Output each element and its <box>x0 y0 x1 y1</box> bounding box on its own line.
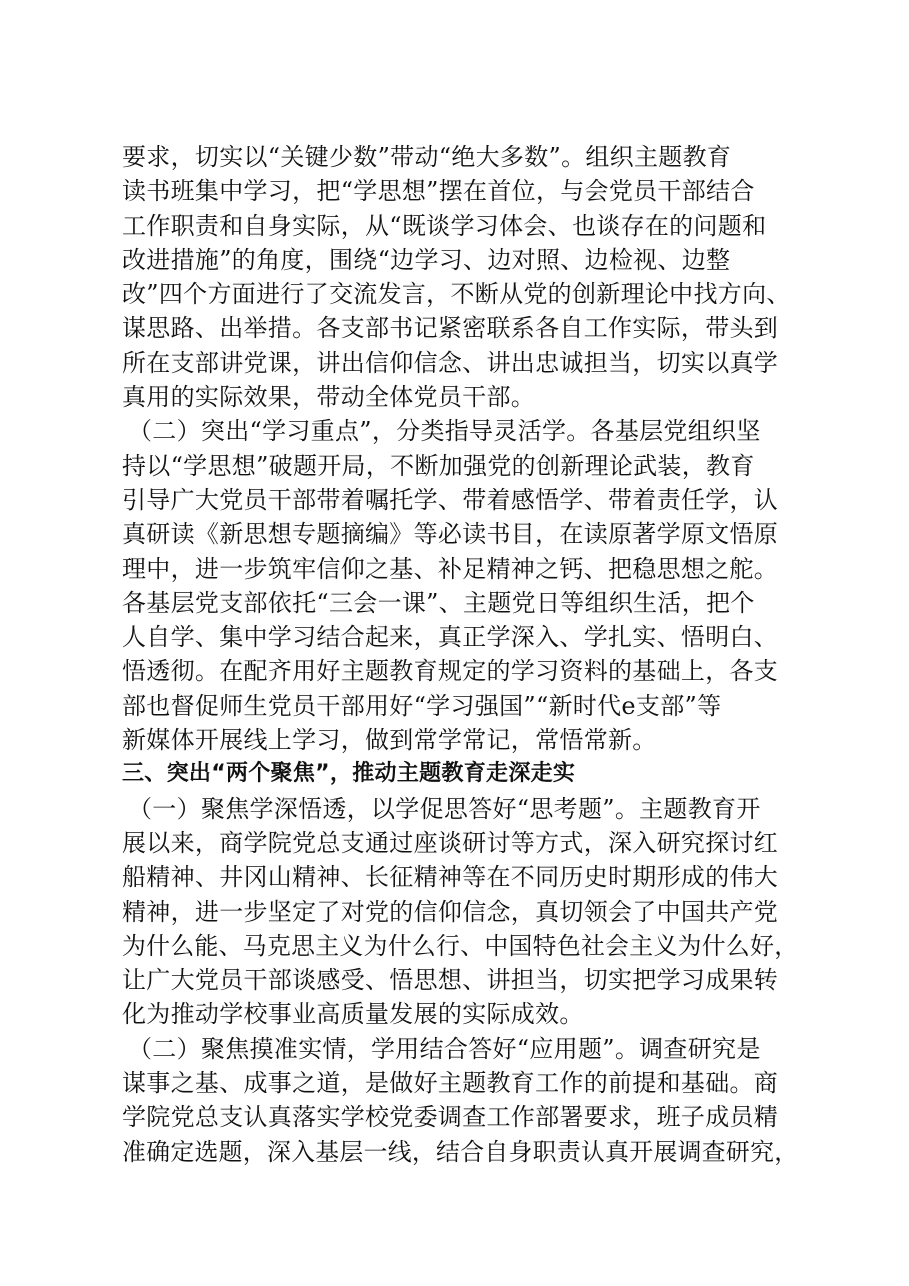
text-line: 改”四个方面进行了交流发言，不断从党的创新理论中找方向、 <box>122 280 791 309</box>
text-line: 读书班集中学习，把“学思想”摆在首位，与会党员干部结合 <box>122 177 755 206</box>
text-line: 谋思路、出举措。各支部书记紧密联系各自工作实际，带头到 <box>122 314 779 343</box>
text-line: 让广大党员干部谈感受、悟思想、讲担当，切实把学习成果转 <box>122 966 779 995</box>
text-line: 理中，进一步筑牢信仰之基、补足精神之钙、把稳思想之舵。 <box>122 554 779 583</box>
text-line: 持以“学思想”破题开局，不断加强党的创新理论武装，教育 <box>122 451 755 480</box>
text-line: 人自学、集中学习结合起来，真正学深入、学扎实、悟明白、 <box>122 623 779 652</box>
text-line: 悟透彻。在配齐用好主题教育规定的学习资料的基础上，各支 <box>122 657 779 686</box>
text-line: （一）聚焦学深悟透，以学促思答好“思考题”。主题教育开 <box>128 794 761 823</box>
text-line: 谋事之基、成事之道，是做好主题教育工作的前提和基础。商 <box>122 1069 779 1098</box>
text-line: 新媒体开展线上学习，做到常学常记，常悟常新。 <box>122 726 657 755</box>
text-line: 工作职责和自身实际，从“既谈学习体会、也谈存在的问题和 <box>122 211 767 240</box>
text-line: 部也督促师生党员干部用好“学习强国”“新时代e支部”等 <box>122 691 722 720</box>
text-line: 学院党总支认真落实学校党委调查工作部署要求，班子成员精 <box>122 1103 779 1132</box>
text-line: 引导广大党员干部带着嘱托学、带着感悟学、带着责任学，认 <box>122 485 779 514</box>
text-line: 真用的实际效果，带动全体党员干部。 <box>122 383 536 412</box>
text-line: 精神，进一步坚定了对党的信仰信念，真切领会了中国共产党 <box>122 897 779 926</box>
document-body <box>122 140 798 1169</box>
text-line: 各基层党支部依托“三会一课”、主题党日等组织生活，把个 <box>122 588 755 617</box>
text-line: 准确定选题，深入基层一线，结合自身职责认真开展调查研究， <box>122 1137 799 1166</box>
text-line: 改进措施”的角度，围绕“边学习、边对照、边检视、边整 <box>122 245 731 274</box>
text-line: （二）突出“学习重点”，分类指导灵活学。各基层党组织坚 <box>128 417 761 446</box>
text-line: 船精神、井冈山精神、长征精神等在不同历史时期形成的伟大 <box>122 863 779 892</box>
section-heading: 三、突出“两个聚焦”，推动主题教育走深走实 <box>122 761 576 787</box>
text-line: 真研读《新思想专题摘编》等必读书目，在读原著学原文悟原 <box>122 520 779 549</box>
text-line: 要求，切实以“关键少数”带动“绝大多数”。组织主题教育 <box>122 143 732 171</box>
text-line: 化为推动学校事业高质量发展的实际成效。 <box>122 1000 584 1029</box>
text-line: 展以来，商学院党总支通过座谈研讨等方式，深入研究探讨红 <box>122 828 779 857</box>
text-line: （二）聚焦摸准实情，学用结合答好“应用题”。调查研究是 <box>128 1034 761 1063</box>
text-line: 为什么能、马克思主义为什么行、中国特色社会主义为什么好， <box>122 931 799 960</box>
text-line: 所在支部讲党课，讲出信仰信念、讲出忠诚担当，切实以真学 <box>122 348 779 377</box>
